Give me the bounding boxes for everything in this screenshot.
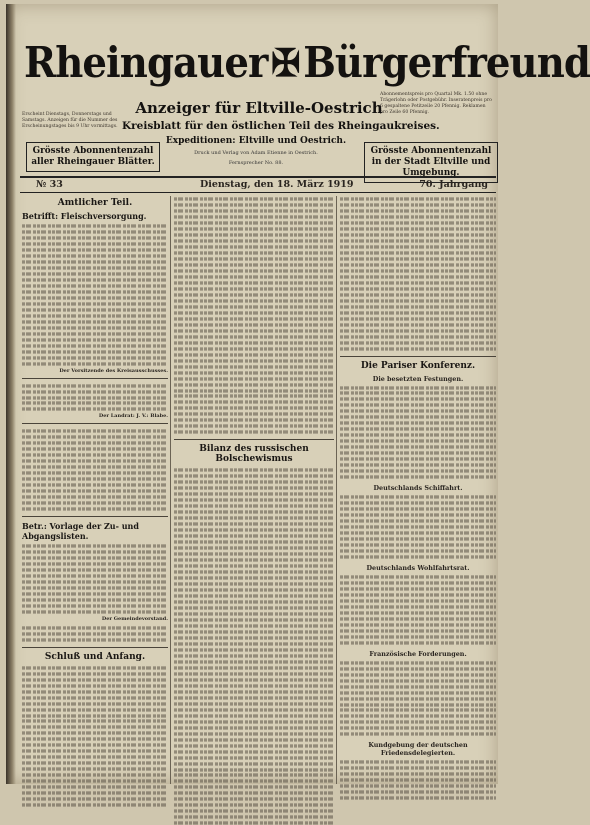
article-signature: Der Landrat: J. V.: Blabe. xyxy=(98,413,168,420)
box-left: Grösste Abonnentenzahl aller Rheingauer Blätter. xyxy=(26,142,160,172)
eagle-emblem-icon: ✠ xyxy=(271,39,300,85)
article-signature: Der Gemeindevorstand. xyxy=(101,615,168,622)
column-divider xyxy=(336,196,337,784)
column-1 xyxy=(22,196,168,784)
subsection-title: Deutschlands Schiffahrt. xyxy=(373,484,463,493)
newspaper-page xyxy=(6,4,590,784)
section-heading: Bilanz des russischen Bolschewismus xyxy=(199,444,309,465)
section-heading: Die Pariser Konferenz. xyxy=(360,360,476,371)
subsection-title: Kundgebung der deutschen Friedensdelegierten. xyxy=(368,741,468,758)
issue-number: № 33 xyxy=(36,179,63,190)
fernsprecher-line: Fernsprecher No. 88. xyxy=(228,160,284,166)
jahrgang: 70. Jahrgang xyxy=(419,179,488,190)
column-2 xyxy=(174,196,334,784)
publication-note: Erscheint Dienstags, Donnerstags und Samstags. Anzeigen für die Nummer des Erscheinungstages bis 9 Uhr vormittags. xyxy=(22,112,118,129)
box-right: Grösste Abonnentenzahl in der Stadt Eltville und Umgebung. xyxy=(364,142,498,183)
section-heading: Amtlicher Teil. xyxy=(57,198,133,208)
article-title: Betr.: Vorlage der Zu- und Abgangslisten. xyxy=(22,521,139,542)
subscription-note: Abonnementspreis pro Quartal Mk. 1.50 ohne Trägerlohn oder Postgebühr. Inseratenpreis pro 6 gespaltene Petitzeile 20 Pfennig. Reklamen pro Zeile 60 Pfennig. xyxy=(380,92,492,115)
issue-date: Dienstag, den 18. März 1919 xyxy=(200,179,354,190)
subsection-title: Deutschlands Wohlfahrtsrat. xyxy=(366,563,470,572)
section-heading: Schluß und Anfang. xyxy=(44,651,146,662)
article-signature: Der Vorsitzende des Kreisausschusses. xyxy=(59,367,168,374)
druck-line: Druck und Verlag von Adam Etienne in Oestrich. xyxy=(194,150,318,156)
column-divider xyxy=(170,196,171,784)
dateline xyxy=(20,176,496,193)
subsection-title: Französische Forderungen. xyxy=(369,649,467,658)
masthead-title xyxy=(24,32,590,92)
article-title: Betrifft: Fleischversorgung. xyxy=(22,211,147,221)
title-right: Bürgerfreund xyxy=(303,37,590,87)
expedition-line: Expeditionen: Eltville und Oestrich. xyxy=(165,136,347,146)
kreisblatt-line: Kreisblatt für den östlichen Teil des Rheingaukreises. xyxy=(122,120,440,132)
column-3 xyxy=(340,196,496,784)
title-left: Rheingauer xyxy=(24,37,268,87)
subsection-title: Die besetzten Festungen. xyxy=(372,374,464,383)
subtitle: Anzeiger für Eltville-Oestrich xyxy=(135,99,383,117)
